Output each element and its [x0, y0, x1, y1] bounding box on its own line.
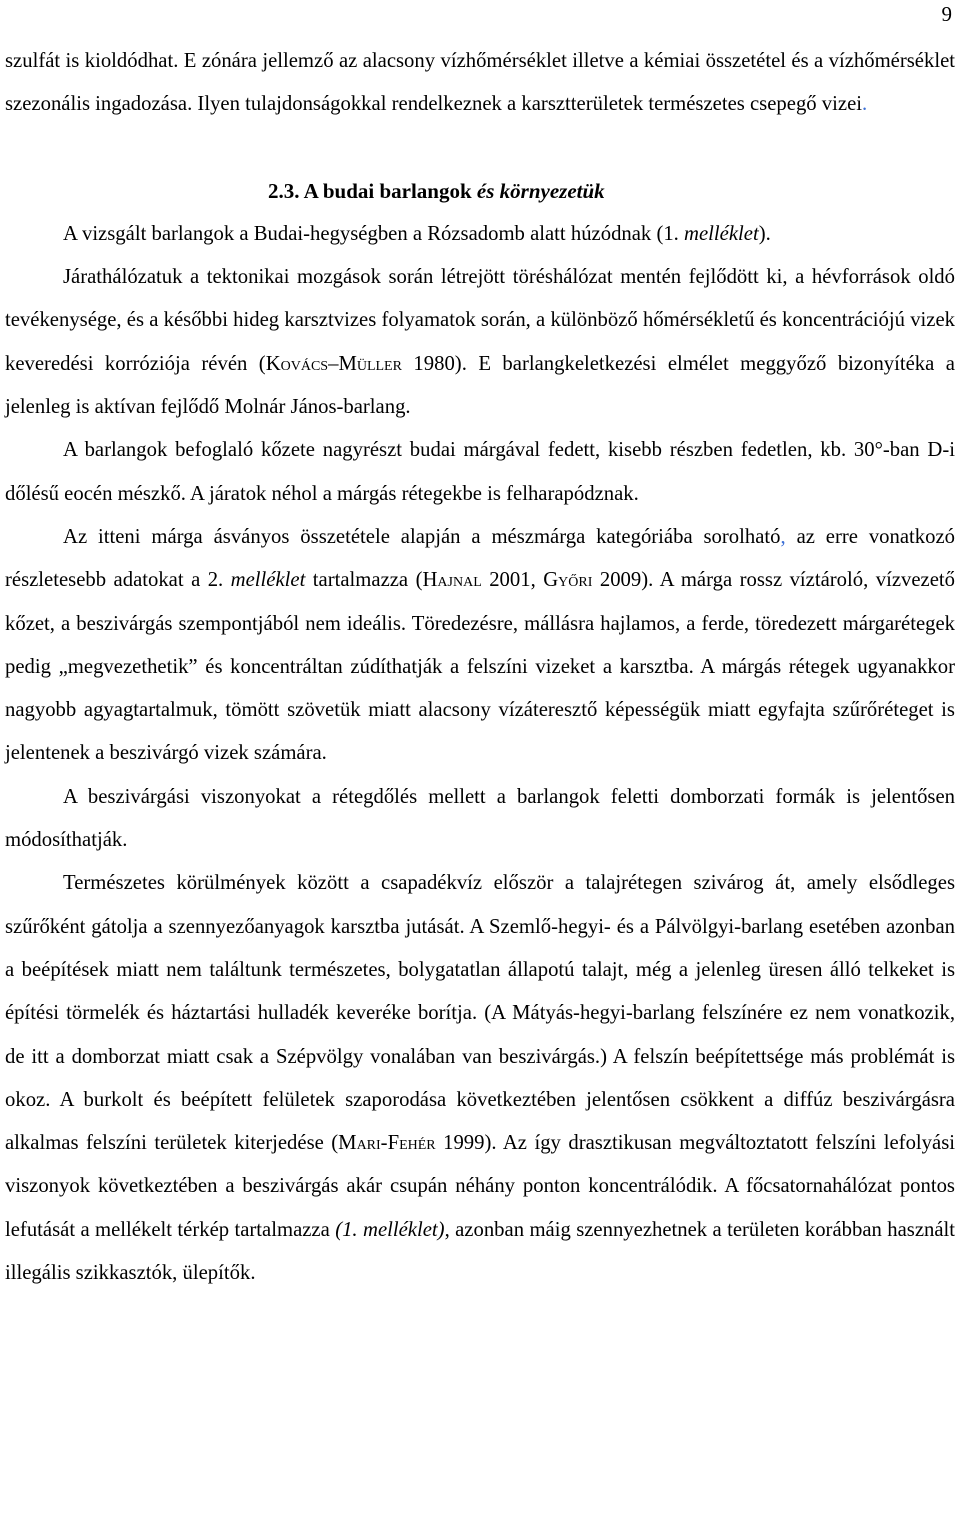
- text-run: A vizsgált barlangok a Budai-hegységben a Rózsadomb alatt húzódnak (1.: [63, 222, 685, 245]
- page-body: [5, 40, 955, 1295]
- paragraph-text: szulfát is kioldódhat. E zónára jellemző az alacsony vízhőmérséklet illetve a kémiai összetétel és a vízhőmérséklet szezonális ingadozása. Ilyen tulajdonságokkal rendelkeznek a karsztterületek természetes csepegő vizei: [5, 50, 955, 116]
- trailing-dot: .: [862, 93, 868, 116]
- text-run: 2009). A márga rossz víztároló, vízvezető kőzet, a beszivárgás szempontjából nem ideális. Töredezésre, mállásra hajlamos, a ferde, töredezett márgarétegek pedig „megvezethetik” és koncentráltan zúdíthatják a felszíni vizeket a karsztba. A márgás rétegek ugyanakkor nagyobb agyagtartalmuk, tömött szövetük miatt alacsony vízáteresztő képességük miatt egyfajta szűrőréteget is jelentenek a beszivárgó vizek számára.: [5, 569, 955, 765]
- paragraph-intro: [5, 40, 955, 127]
- comma: ,: [780, 525, 786, 548]
- section-title-italic: és környezetük: [476, 178, 605, 203]
- page-number: 9: [941, 2, 952, 26]
- paragraph-infiltration: A beszivárgási viszonyokat a rétegdőlés mellett a barlangok feletti domborzati formák is jelentősen módosíthatják.: [5, 785, 955, 852]
- appendix-ref: melléklet: [684, 222, 759, 245]
- text-run: Járathálózatuk a tektonikai mozgások során létrejött töréshálózat mentén fejlődött ki, a hévforrások oldó tevékenysége, és a későbbi hideg karsztvizes folyamatok során, a különböző hőmérsékletű és koncentrációjú vizek keveredési korróziója révén (: [5, 266, 955, 375]
- citation-author: Hajnal: [422, 569, 482, 592]
- paragraph-marl: [5, 516, 955, 776]
- citation-author: Kovács–Müller: [265, 352, 402, 375]
- text-run: tartalmazza (: [305, 569, 423, 592]
- text-run: 1999). Az így drasztikusan megváltoztatott felszíni lefolyási viszonyok következtében a beszivárgás akár csupán néhány ponton koncentrálódik. A főcsatornahálózat pontos lefutását a mellékelt térkép tartalmazza: [5, 1132, 955, 1241]
- text-run: Az itteni márga ásványos összetétele alapján a mészmárga kategóriába sorolható: [63, 525, 781, 548]
- paragraph-genesis: [5, 256, 955, 429]
- text-run: Természetes körülmények között a csapadékvíz először a talajrétegen szivárog át, amely elsődleges szűrőként gátolja a szennyezőanyagok karsztba jutását. A Szemlő-hegyi- és a Pálvölgyi-barlang esetében azonban a beépítések miatt nem találtunk természetes, bolygatatlan állapotú talajt, még a jelenleg üresen álló telkeket is építési törmelék és háztartási hulladék keveréke borítja. (A Mátyás-hegyi-barlang felszínére ez nem vonatkozik, de itt a domborzat miatt csak a Szépvölgy vonalában van beszivárgás.) A felszín beépítettsége más problémát is okoz. A burkolt és beépített felületek szaporodása következtében jelentősen csökkent a diffúz beszivárgásra alkalmas felszíni területek kiterjedése (: [5, 872, 955, 1155]
- citation-author: Mari-Fehér: [338, 1132, 436, 1155]
- section-number: 2.3.: [268, 178, 300, 203]
- section-title: A budai barlangok: [303, 178, 477, 203]
- appendix-ref: melléklet: [230, 569, 306, 592]
- text-run: 2001,: [481, 569, 544, 592]
- text-run: az erre vonatkozó részletesebb adatokat a 2.: [5, 525, 956, 592]
- text-run: 1980). E barlangkeletkezési elmélet meggyőző bizonyítéka a jelenleg is aktívan fejlődő Molnár János-barlang.: [5, 352, 955, 419]
- text-run: , azonban máig szennyezhetnek a területen korábban használt illegális szikkasztók, ülepítők.: [5, 1218, 956, 1285]
- paragraph-location: [5, 213, 955, 256]
- appendix-ref: (1. melléklet): [335, 1218, 445, 1241]
- section-heading: [5, 170, 955, 213]
- paragraph-natural-conditions: [5, 862, 955, 1295]
- paragraph-rock: A barlangok befoglaló kőzete nagyrészt budai márgával fedett, kisebb részben fedetlen, kb. 30°-ban D-i dőlésű eocén mészkő. A járatok néhol a márgás rétegekbe is felharapódznak.: [5, 439, 955, 505]
- citation-author: Győri: [543, 569, 593, 592]
- text-run: ).: [758, 222, 771, 245]
